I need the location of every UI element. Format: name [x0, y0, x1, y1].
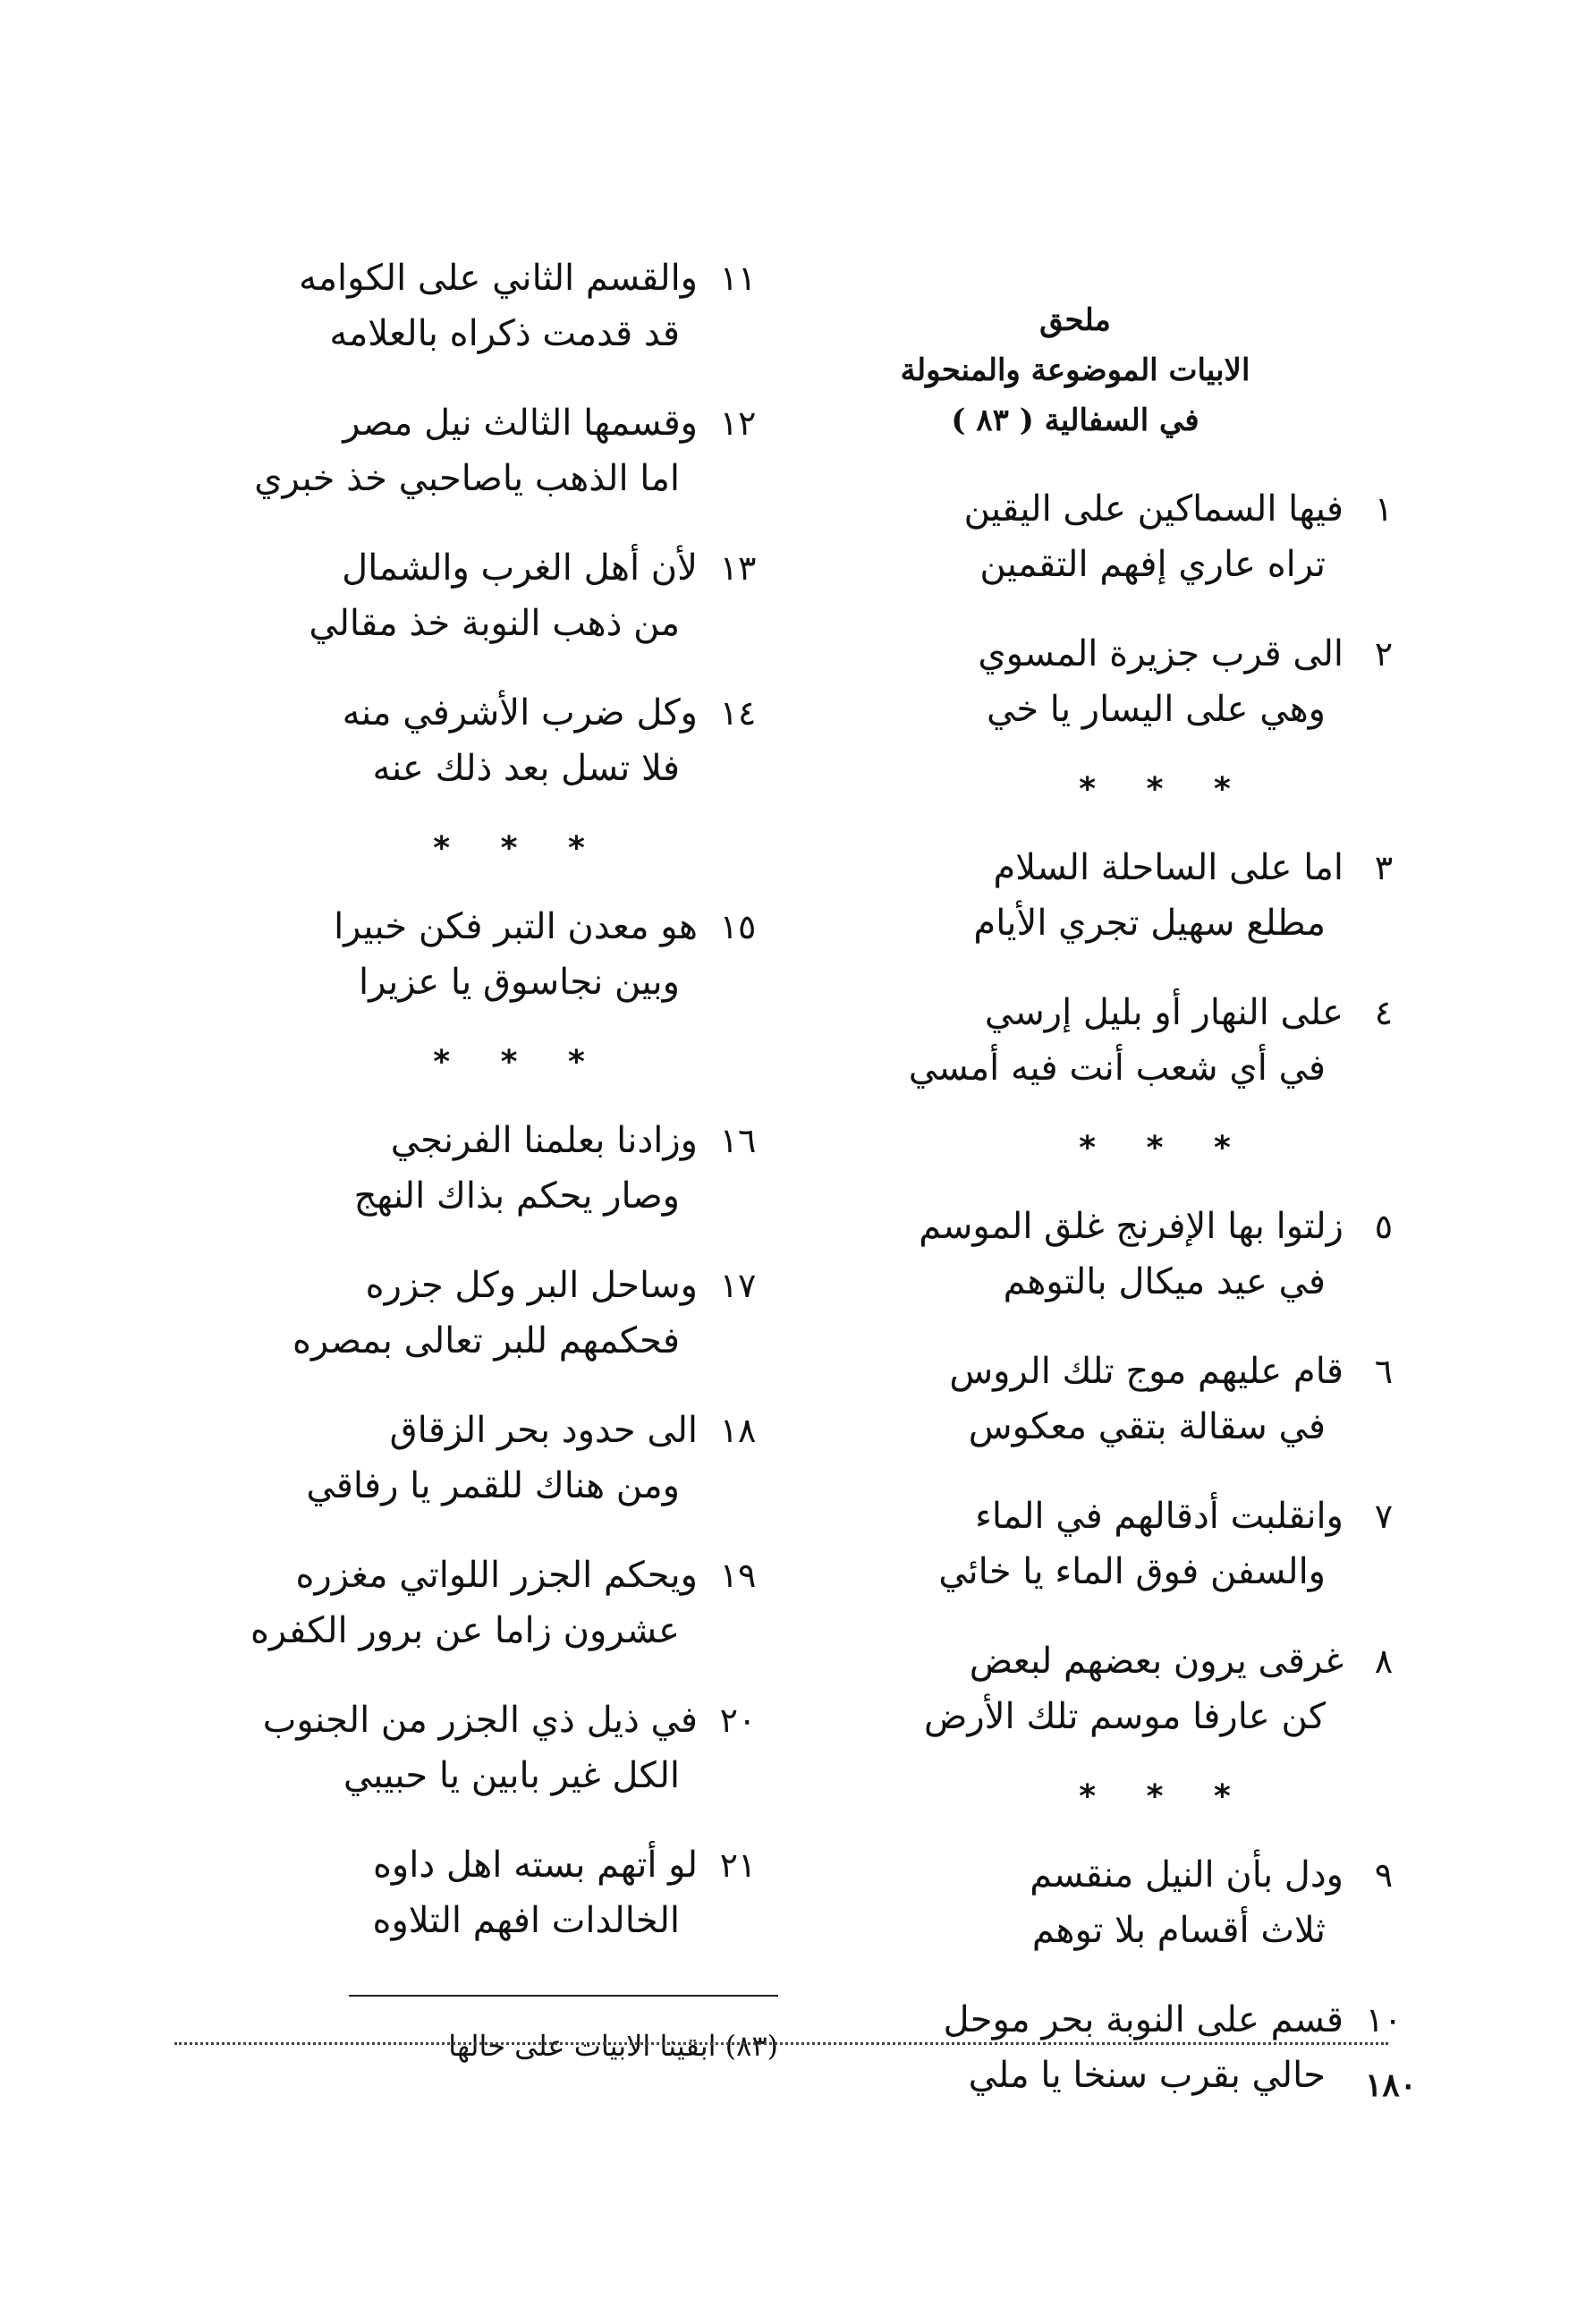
verse-number: ٢١ [719, 1845, 757, 1885]
verse-second-hemistich: وهي على اليسار يا خي [986, 689, 1326, 730]
verse-second-hemistich: عشرون زاما عن برور الكفره [250, 1610, 680, 1651]
stars-separator: * * * [433, 1044, 605, 1081]
appendix-title: ملحق [1039, 302, 1111, 338]
verse-number: ١٧ [719, 1266, 757, 1305]
verse-first-hemistich: الى قرب جزيرة المسوي [978, 633, 1343, 674]
verse-second-hemistich: اما الذهب ياصاحبي خذ خبري [254, 458, 680, 499]
verse-number: ١١ [719, 259, 757, 298]
verse-first-hemistich: في ذيل ذي الجزر من الجنوب [262, 1700, 698, 1741]
verse-lines [152, 540, 698, 651]
verse [152, 540, 778, 651]
verse-second-hemistich: وصار يحكم بذاك النهج [353, 1175, 680, 1217]
verse [798, 481, 1424, 592]
stars-separator: * * * [1079, 771, 1250, 808]
verse-number: ١٦ [719, 1121, 757, 1160]
verse-lines [798, 1847, 1343, 1958]
verse [798, 1199, 1424, 1310]
verse-second-hemistich: في سقالة بتقي معكوس [968, 1406, 1326, 1447]
verse-second-hemistich: الكل غير بابين يا حبيبي [343, 1755, 680, 1796]
verse [152, 1403, 778, 1514]
verse-lines [798, 1344, 1343, 1455]
verse-number: ١٨ [719, 1411, 757, 1450]
verse-second-hemistich: حالي بقرب سنخا يا ملي [968, 2055, 1326, 2096]
verse-first-hemistich: على النهار أو بليل إرسي [984, 992, 1343, 1033]
left-verse-list [152, 250, 778, 1948]
verse-number: ١٣ [719, 548, 757, 588]
verse-first-hemistich: وزادنا بعلمنا الفرنجي [390, 1120, 698, 1161]
verse-number: ٦ [1374, 1352, 1394, 1391]
verse-first-hemistich: اما على الساحلة السلام [993, 847, 1343, 888]
appendix-subtitle-2: في السفالية ( ٨٣ ) [951, 403, 1199, 438]
verse [798, 840, 1424, 951]
verse-lines [798, 1199, 1343, 1310]
stars-separator: * * * [433, 830, 605, 867]
verse-lines [152, 1258, 698, 1369]
verse-second-hemistich: ومن هناك للقمر يا رفاقي [306, 1465, 680, 1506]
stars-separator: * * * [1079, 1130, 1250, 1166]
verse-second-hemistich: من ذهب النوبة خذ مقالي [309, 603, 680, 644]
left-column [152, 250, 778, 2068]
page-divider [174, 2042, 1388, 2045]
verse-first-hemistich: قسم على النوبة بحر موحل [943, 1999, 1343, 2040]
verse-lines [798, 1633, 1343, 1744]
verse-number: ٢ [1374, 634, 1394, 674]
verse-first-hemistich: والقسم الثاني على الكوامه [299, 258, 698, 299]
verse-first-hemistich: الى حدود بحر الزقاق [389, 1410, 698, 1451]
verse [798, 1847, 1424, 1958]
verse-lines [152, 250, 698, 361]
verse [152, 1692, 778, 1803]
verse-second-hemistich: في أي شعب أنت فيه أمسي [908, 1047, 1326, 1089]
verse [152, 1258, 778, 1369]
verse-number: ٧ [1374, 1497, 1394, 1536]
verse [152, 250, 778, 361]
verse-lines [152, 1837, 698, 1948]
verse-number: ٢٠ [719, 1701, 757, 1740]
verse-lines [798, 1992, 1343, 2103]
right-verse-list [798, 481, 1424, 2103]
verse-lines [152, 899, 698, 1010]
verse-second-hemistich: ثلاث أقسام بلا توهم [1031, 1910, 1326, 1951]
verse-second-hemistich: تراه عاري إفهم التقمين [979, 544, 1326, 585]
verse [152, 1837, 778, 1948]
verse-number: ١٥ [719, 907, 757, 946]
footnote: (٨٣) ابقينا الابيات على حالها [448, 2029, 778, 2063]
verse-lines [152, 1113, 698, 1224]
verse [152, 685, 778, 796]
appendix-subtitle: الابيات الموضوعة والمنحولة [900, 352, 1250, 388]
verse-first-hemistich: ودل بأن النيل منقسم [1030, 1854, 1343, 1896]
verse [798, 985, 1424, 1096]
verse-first-hemistich: قام عليهم موج تلك الروس [949, 1351, 1343, 1392]
verse-lines [798, 985, 1343, 1096]
page-number: ١٨٠ [1364, 2066, 1417, 2104]
verse-lines [798, 626, 1343, 737]
verse-second-hemistich: والسفن فوق الماء يا خائي [938, 1551, 1326, 1592]
verse [798, 1344, 1424, 1455]
verse-number: ١٠ [1365, 2000, 1403, 2040]
verse-lines [152, 1692, 698, 1803]
verse [152, 1113, 778, 1224]
verse [798, 1992, 1424, 2103]
verse-lines [152, 1548, 698, 1658]
verse-lines [798, 481, 1343, 592]
verse-number: ٩ [1374, 1855, 1394, 1895]
verse-first-hemistich: زلتوا بها الإفرنج غلق الموسم [919, 1206, 1343, 1247]
appendix-heading [798, 295, 1352, 445]
verse-first-hemistich: لو أتهم بسته اهل داوه [372, 1845, 698, 1886]
verse-first-hemistich: وقسمها الثالث نيل مصر [343, 403, 698, 444]
verse-second-hemistich: في عيد ميكال بالتوهم [1003, 1261, 1326, 1302]
stars-separator: * * * [1079, 1778, 1250, 1815]
verse-second-hemistich: كن عارفا موسم تلك الأرض [924, 1696, 1326, 1737]
verse [798, 1489, 1424, 1599]
verse-first-hemistich: وساحل البر وكل جزره [365, 1265, 698, 1306]
verse-first-hemistich: فيها السماكين على اليقين [963, 488, 1343, 530]
verse-second-hemistich: قد قدمت ذكراه بالعلامه [329, 313, 680, 354]
verse [152, 899, 778, 1010]
verse-number: ١٤ [719, 693, 757, 733]
verse [152, 395, 778, 506]
verse [152, 1548, 778, 1658]
verse-first-hemistich: غرقى يرون بعضهم لبعض [969, 1641, 1343, 1682]
verse-number: ١٢ [719, 403, 757, 443]
verse-second-hemistich: الخالدات افهم التلاوه [372, 1900, 680, 1941]
verse-first-hemistich: وكل ضرب الأشرفي منه [342, 692, 698, 734]
verse-first-hemistich: هو معدن التبر فكن خبيرا [334, 906, 698, 947]
verse [798, 626, 1424, 737]
verse-second-hemistich: فلا تسل بعد ذلك عنه [372, 748, 680, 789]
verse-lines [152, 1403, 698, 1514]
verse-number: ٣ [1374, 848, 1394, 887]
verse-number: ٤ [1374, 993, 1394, 1032]
verse-number: ٥ [1374, 1207, 1394, 1246]
verse-number: ٨ [1374, 1641, 1394, 1681]
verse-lines [152, 395, 698, 506]
verse-first-hemistich: ويحكم الجزر اللواتي مغزره [295, 1555, 698, 1596]
right-column [798, 259, 1424, 2137]
verse-first-hemistich: وانقلبت أدقالهم في الماء [975, 1496, 1343, 1537]
verse-lines [152, 685, 698, 796]
verse-number: ١ [1374, 489, 1394, 529]
verse-second-hemistich: فحكمهم للبر تعالى بمصره [292, 1320, 680, 1361]
verse-number: ١٩ [719, 1556, 757, 1595]
verse-second-hemistich: وبين نجاسوق يا عزيرا [358, 962, 680, 1003]
verse-lines [798, 840, 1343, 951]
verse [798, 1633, 1424, 1744]
verse-lines [798, 1489, 1343, 1599]
footnote-rule [349, 1995, 778, 1997]
verse-second-hemistich: مطلع سهيل تجري الأيام [973, 903, 1326, 944]
verse-first-hemistich: لأن أهل الغرب والشمال [342, 547, 698, 589]
